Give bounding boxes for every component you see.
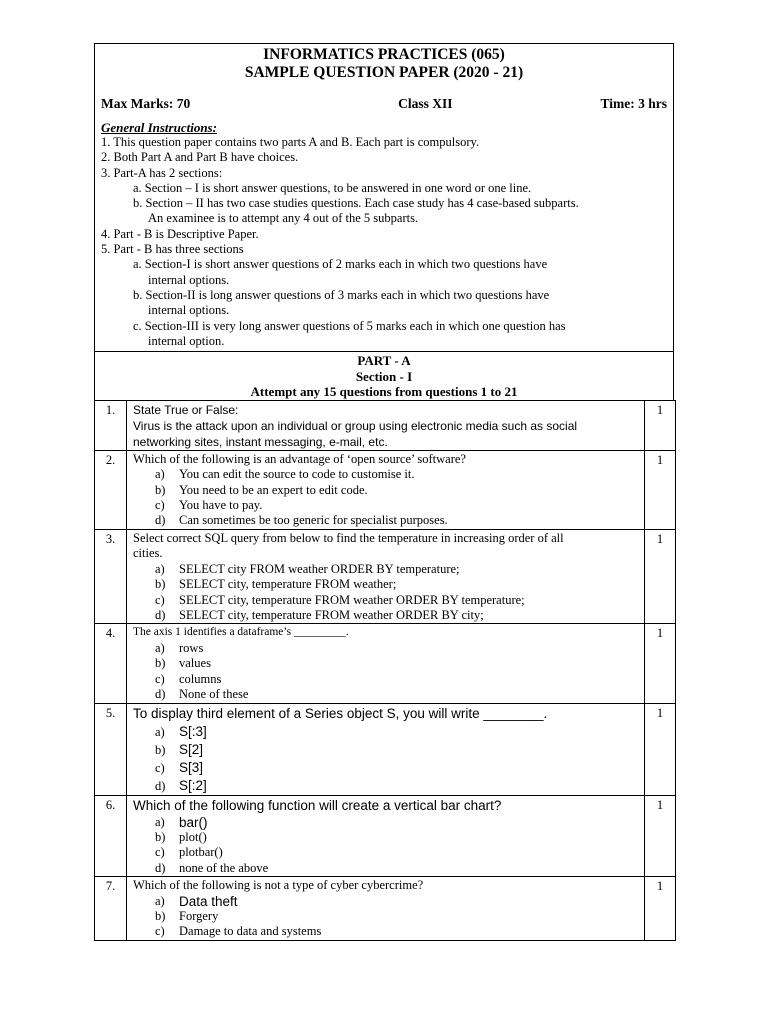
option-label: b) (155, 482, 166, 497)
option-label: a) (155, 893, 165, 908)
question-number: 5. (95, 703, 127, 795)
option-text: rows (179, 640, 204, 655)
instruction-2: 2. Both Part A and Part B have choices. (101, 150, 299, 165)
option (133, 577, 639, 592)
instruction-5b: b. Section-II is long answer questions of 3 marks each in which two questions have (133, 287, 550, 302)
instruction-4: 4. Part - B is Descriptive Paper. (101, 226, 259, 241)
option-text: You have to pay. (179, 497, 263, 512)
option-text: bar() (179, 814, 208, 830)
option (133, 483, 639, 498)
instruction-1: 1. This question paper contains two parts A and B. Each part is compulsory. (101, 135, 480, 149)
option-label: a) (155, 724, 165, 739)
option-label: b) (155, 577, 166, 592)
question-number: 1. (95, 400, 127, 450)
question-number: 7. (95, 877, 127, 941)
option-text: SELECT city, temperature FROM weather; (179, 577, 397, 592)
option (133, 777, 639, 795)
option-label: c) (155, 671, 165, 686)
question-marks: 1 (645, 624, 676, 703)
max-marks: Max Marks: 70 (101, 96, 191, 111)
table-row (95, 400, 676, 450)
question-text: Which of the following is not a type of cyber cybercrime? (133, 878, 424, 893)
option-label: c) (155, 592, 165, 607)
option (133, 656, 639, 671)
table-row (95, 529, 676, 624)
option (133, 562, 639, 577)
option (133, 815, 639, 830)
option (133, 861, 639, 876)
instruction-3: 3. Part-A has 2 sections: (101, 165, 223, 180)
question-body (127, 450, 645, 529)
attempt-note: Attempt any 15 questions from questions 1 to 21 (250, 384, 518, 400)
option (133, 608, 639, 623)
option (133, 467, 639, 482)
class-label: Class XII (398, 96, 453, 111)
option-text: plotbar() (179, 845, 223, 860)
question-text: Which of the following function will create a vertical bar chart? (133, 797, 502, 813)
questions-table (94, 400, 676, 941)
option-text: You need to be an expert to edit code. (179, 482, 368, 497)
option (133, 672, 639, 687)
instruction-5c-cont: internal option. (148, 333, 225, 348)
option-text: Can sometimes be too generic for specialist purposes. (179, 513, 448, 528)
meta-row (101, 94, 667, 114)
option (133, 924, 639, 939)
question-marks: 1 (645, 400, 676, 450)
title-line-1: INFORMATICS PRACTICES (065) (263, 46, 505, 63)
instructions-heading: General Instructions: (101, 120, 217, 135)
question-marks: 1 (645, 795, 676, 877)
table-row (95, 795, 676, 877)
option (133, 759, 639, 777)
option-label: c) (155, 924, 165, 939)
table-row (95, 703, 676, 795)
question-body (127, 877, 645, 941)
question-paper (94, 43, 674, 941)
option-label: a) (155, 467, 165, 482)
question-body (127, 624, 645, 703)
option (133, 741, 639, 759)
option (133, 909, 639, 924)
question-text: The axis 1 identifies a dataframe’s _________. (133, 626, 349, 639)
instruction-5b-cont: internal options. (148, 303, 230, 318)
option-label: c) (155, 760, 165, 775)
instructions-list (101, 135, 667, 349)
option-text: You can edit the source to code to customise it. (179, 467, 415, 482)
question-body (127, 400, 645, 450)
question-number: 4. (95, 624, 127, 703)
option-label: d) (155, 513, 166, 528)
option (133, 498, 639, 513)
option-label: a) (155, 640, 165, 655)
option-text: SELECT city, temperature FROM weather ORDER BY city; (179, 608, 484, 622)
title-line-2: SAMPLE QUESTION PAPER (2020 - 21) (244, 64, 524, 81)
option-label: b) (155, 656, 166, 671)
question-marks: 1 (645, 529, 676, 624)
option-label: b) (155, 829, 166, 844)
option-label: c) (155, 497, 165, 512)
option-text: values (179, 656, 211, 671)
option-label: d) (155, 778, 166, 793)
question-body (127, 703, 645, 795)
option-text: SELECT city FROM weather ORDER BY temperature; (179, 561, 460, 576)
option (133, 593, 639, 608)
question-text: State True or False: (133, 402, 239, 417)
question-text: cities. (133, 546, 163, 561)
part-a-title: PART - A (357, 353, 411, 369)
question-marks: 1 (645, 703, 676, 795)
option (133, 513, 639, 528)
instruction-5: 5. Part - B has three sections (101, 242, 244, 257)
question-marks: 1 (645, 450, 676, 529)
question-text: Select correct SQL query from below to find the temperature in increasing order of all (133, 530, 564, 545)
instruction-5a-cont: internal options. (148, 272, 230, 287)
option-text: none of the above (179, 860, 269, 875)
option-text: S[:2] (179, 777, 207, 793)
table-row (95, 877, 676, 941)
instruction-3b: b. Section – II has two case studies questions. Each case study has 4 case-based subparts. (133, 196, 579, 211)
question-number: 2. (95, 450, 127, 529)
table-row (95, 624, 676, 703)
question-number: 6. (95, 795, 127, 877)
part-a-heading (94, 351, 674, 400)
instruction-3b-cont: An examinee is to attempt any 4 out of the 5 subparts. (148, 211, 419, 226)
instruction-3a: a. Section – I is short answer questions, to be answered in one word or one line. (133, 180, 532, 195)
option (133, 894, 639, 909)
option (133, 641, 639, 656)
option-label: a) (155, 561, 165, 576)
option-text: S[3] (179, 759, 204, 775)
question-marks: 1 (645, 877, 676, 941)
option-label: b) (155, 742, 166, 757)
option-text: Damage to data and systems (179, 924, 322, 939)
instruction-5a: a. Section-I is short answer questions of 2 marks each in which two questions have (133, 257, 548, 272)
question-number: 3. (95, 529, 127, 624)
question-body (127, 529, 645, 624)
option-label: d) (155, 860, 166, 875)
question-text: networking sites, instant messaging, e-mail, etc. (133, 434, 388, 449)
question-text: Virus is the attack upon an individual or group using electronic media such as social (133, 418, 578, 433)
option-text: SELECT city, temperature FROM weather ORDER BY temperature; (179, 592, 525, 607)
instruction-5c: c. Section-III is very long answer questions of 5 marks each in which one question has (133, 318, 566, 333)
section-title: Section - I (355, 368, 413, 384)
option-label: d) (155, 608, 166, 622)
question-text: Which of the following is an advantage of ‘open source’ software? (133, 451, 466, 466)
option (133, 723, 639, 741)
option-label: c) (155, 845, 165, 860)
question-text: To display third element of a Series object S, you will write ________. (133, 705, 548, 721)
paper-title (101, 44, 667, 82)
time-label: Time: 3 hrs (600, 96, 667, 111)
option-text: columns (179, 671, 222, 686)
option (133, 845, 639, 860)
option-text: None of these (179, 687, 249, 702)
option-label: d) (155, 687, 166, 702)
option-text: S[:3] (179, 723, 207, 739)
table-row (95, 450, 676, 529)
option-text: Data theft (179, 893, 238, 909)
option-label: b) (155, 909, 166, 924)
option-label: a) (155, 814, 165, 829)
option-text: plot() (179, 829, 207, 844)
option (133, 687, 639, 702)
paper-header (94, 43, 674, 351)
option (133, 830, 639, 845)
option-text: S[2] (179, 741, 204, 757)
question-body (127, 795, 645, 877)
option-text: Forgery (179, 909, 219, 924)
